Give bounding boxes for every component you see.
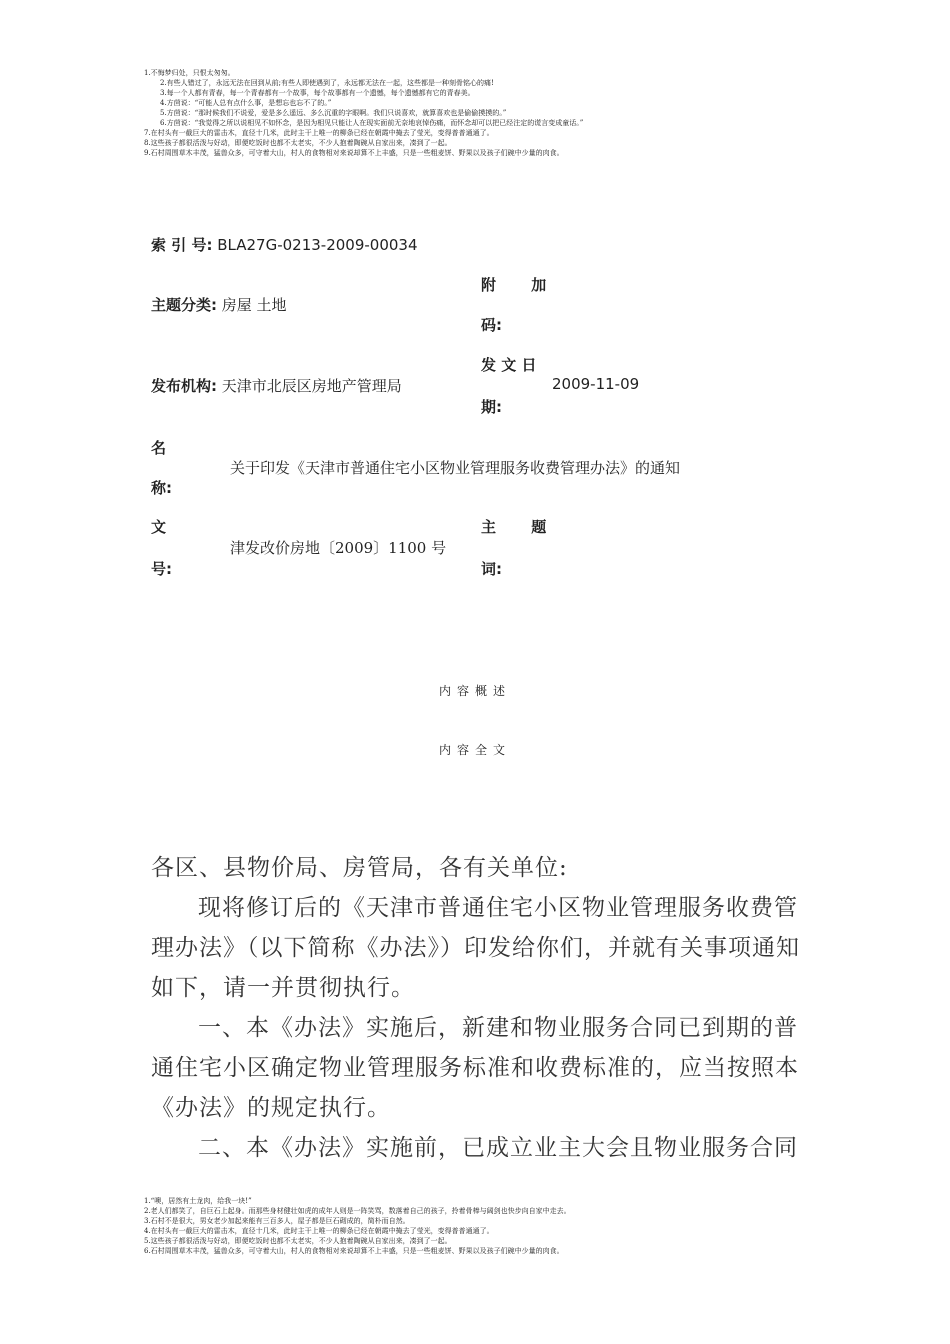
note-line: 1.“噢，居然有土龙肉，给我一块!” (144, 1197, 252, 1205)
name-label: 名 (151, 439, 167, 457)
docno-value: 津发改价房地〔2009〕1100 号 (230, 539, 447, 557)
note-line: 3.石村不是很大，男女老少加起来能有三百多人，屋子都是巨石砌成的，简朴而自然。 (144, 1217, 410, 1225)
publisher-row (151, 375, 402, 396)
note-line: 1.不悔梦归处，只恨太匆匆。 (144, 69, 235, 77)
note-line: 5.方茴说：“那时候我们不说爱，爱是多么遥远、多么沉重的字眼啊。我们只说喜欢，就算喜欢也是偷偷摸摸的。” (160, 109, 507, 117)
note-line: 6.石村周围草木丰茂，猛兽众多，可守着大山，村人的食物相对来说却算不上丰盛，只是一些粗麦饼、野果以及孩子们碗中少量的肉食。 (144, 1247, 564, 1255)
subject-label: 主 题 (481, 518, 547, 536)
publisher-label: 发布机构: (151, 377, 217, 395)
bottom-notes (144, 1196, 571, 1256)
note-line: 4.方茴说：“可能人总有点什么事，是想忘也忘不了的。” (160, 99, 332, 107)
category-value: 房屋 土地 (221, 296, 287, 314)
note-line: 2.老人们都笑了，自巨石上起身。而那些身材健壮如虎的成年人则是一阵笑骂，数落着自己的孩子，拎着骨棒与阔剑也快步向自家中走去。 (144, 1207, 571, 1215)
document-body (151, 848, 801, 1168)
extra-code-label-2: 码: (481, 316, 502, 334)
category-row (151, 294, 287, 315)
docno-label-2: 号: (151, 560, 172, 578)
date-value: 2009-11-09 (552, 375, 640, 393)
publisher-value: 天津市北辰区房地产管理局 (221, 377, 402, 395)
note-line: 7.在村头有一截巨大的雷击木，直径十几米，此时主干上唯一的柳条已经在朝霞中掩去了莹光，变得普普通通了。 (144, 129, 494, 137)
name-label-2: 称: (151, 479, 172, 497)
summary-title: 内容概述 (438, 684, 511, 698)
index-row (151, 234, 418, 255)
paragraph-item-2: 二、本《办法》实施前，已成立业主大会且物业服务合同 (198, 1135, 798, 1161)
note-line: 5.这些孩子都很活泼与好动，即便吃饭时也都不太老实，不少人抱着陶碗从自家出来，凑到了一起。 (144, 1237, 452, 1245)
date-label: 发 文 日 (481, 356, 537, 374)
index-value: BLA27G-0213-2009-00034 (217, 236, 418, 254)
salutation: 各区、县物价局、房管局，各有关单位: (151, 855, 568, 881)
extra-code-label: 附 加 (481, 276, 547, 294)
note-line: 6.方茴说：“我觉得之所以说相见不如怀念，是因为相见只能让人在现实面前无奈地哀悼伤痛，而怀念却可以把已经注定的谎言变成童话。” (160, 119, 584, 127)
paragraph-intro: 现将修订后的《天津市普通住宅小区物业管理服务收费管理办法》（以下简称《办法》）印发给你们，并就有关事项通知如下，请一并贯彻执行。 (151, 895, 800, 1001)
note-line: 3.每一个人都有青春，每一个青春都有一个故事，每个故事都有一个遗憾，每个遗憾都有它的青春美。 (160, 89, 475, 97)
note-line: 9.石村周围草木丰茂，猛兽众多，可守着大山，村人的食物相对来说却算不上丰盛，只是一些粗麦饼、野果以及孩子们碗中少量的肉食。 (144, 149, 564, 157)
index-label: 索 引 号: (151, 236, 213, 254)
paragraph-item-1: 一、本《办法》实施后，新建和物业服务合同已到期的普通住宅小区确定物业管理服务标准和收费标准的，应当按照本《办法》的规定执行。 (151, 1015, 799, 1121)
top-notes (144, 68, 583, 158)
name-value: 关于印发《天津市普通住宅小区物业管理服务收费管理办法》的通知 (230, 459, 681, 477)
docno-label: 文 (151, 518, 167, 536)
subject-label-2: 词: (481, 560, 502, 578)
note-line: 4.在村头有一截巨大的雷击木，直径十几米，此时主干上唯一的柳条已经在朝霞中掩去了莹光，变得普普通通了。 (144, 1227, 494, 1235)
category-label: 主题分类: (151, 296, 217, 314)
note-line: 8.这些孩子都很活泼与好动，即便吃饭时也都不太老实，不少人抱着陶碗从自家出来，凑到了一起。 (144, 139, 452, 147)
note-line: 2.有些人错过了，永远无法在回到从前;有些人即使遇到了，永远都无法在一起，这些都是一种刻骨铭心的痛! (160, 79, 494, 87)
fulltext-title: 内容全文 (438, 743, 511, 757)
date-label-2: 期: (481, 398, 502, 416)
